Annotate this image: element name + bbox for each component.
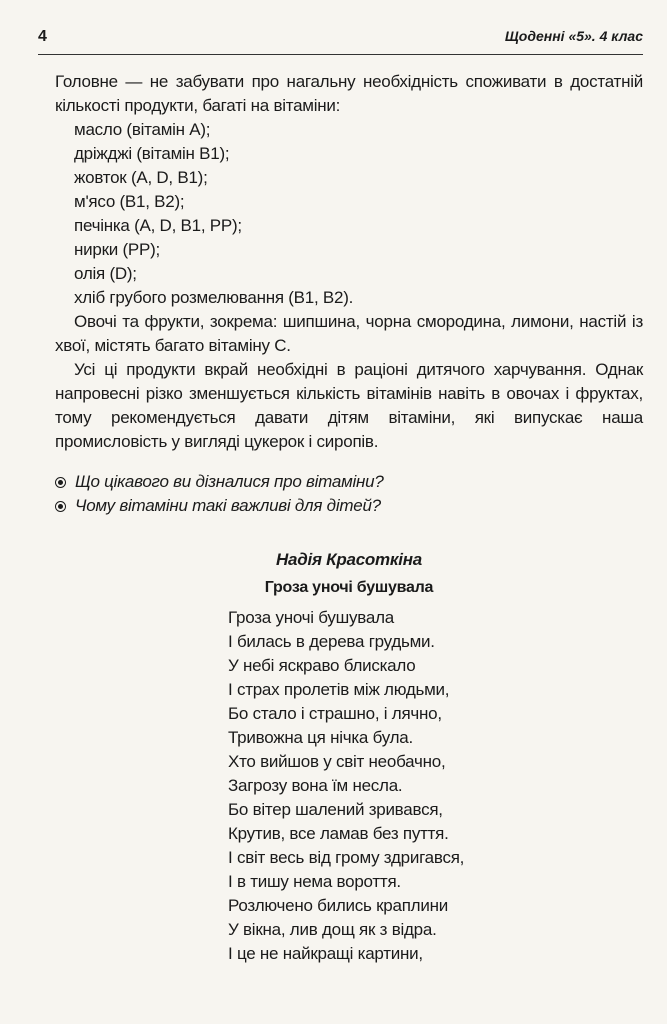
vitamin-products-list: [55, 118, 643, 310]
poem-author: Надія Красоткіна: [275, 550, 422, 569]
paragraph-nutrition: Усі ці продукти вкрай необхідні в раціоні дитячого харчування. Однак напровесні різко зменшується кількість вітамінів навіть в овочах і фруктах, тому рекомендується давати дітям вітаміни, які випускає наша промисловість у вигляді цукерок і сиропів.: [55, 360, 643, 451]
list-item: печінка (А, D, В1, РР);: [74, 216, 242, 235]
question-text: Що цікавого ви дізналися про вітаміни?: [75, 472, 384, 491]
poem-line: Бо стало і страшно, і лячно,: [228, 704, 442, 723]
poem-line: Бо вітер шалений зривався,: [228, 800, 443, 819]
page-number: 4: [38, 28, 47, 45]
poem-title: Гроза уночі бушувала: [264, 579, 434, 596]
poem-line: Крутив, все ламав без пуття.: [228, 824, 449, 843]
running-head: Щоденні «5». 4 клас: [504, 28, 643, 44]
page-body: [55, 70, 643, 966]
poem-line: І страх пролетів між людьми,: [228, 680, 450, 699]
question-text: Чому вітаміни такі важливі для дітей?: [75, 496, 381, 515]
poem-line: Розлючено бились краплини: [228, 896, 448, 915]
list-item: дріжджі (вітамін В1);: [74, 144, 230, 163]
poem-line: Хто вийшов у світ необачно,: [228, 752, 446, 771]
poem-line: І билась в дерева грудьми.: [228, 632, 435, 651]
poem-line: У небі яскраво блискало: [228, 656, 416, 675]
poem-lines: [55, 606, 643, 966]
header-rule: [38, 54, 643, 55]
paragraph-fruits: Овочі та фрукти, зокрема: шипшина, чорна смородина, лимони, настій із хвої, містять багато вітаміну С.: [55, 312, 643, 355]
question-bullet-icon: [55, 477, 66, 488]
poem-line: Тривожна ця нічка була.: [228, 728, 413, 747]
poem-line: І це не найкращі картини,: [228, 944, 423, 963]
poem-line: І в тишу нема вороття.: [228, 872, 401, 891]
intro-paragraph: Головне — не забувати про нагальну необхідність споживати в достатній кількості продукти, багаті на вітаміни:: [55, 72, 643, 115]
list-item: жовток (А, D, В1);: [74, 168, 208, 187]
list-item: хліб грубого розмелювання (В1, В2).: [74, 288, 354, 307]
question-bullet-icon: [55, 501, 66, 512]
list-item: масло (вітамін А);: [74, 120, 211, 139]
poem-line: І світ весь від грому здригався,: [228, 848, 465, 867]
questions-block: [55, 470, 643, 518]
poem-line: У вікна, лив дощ як з відра.: [228, 920, 437, 939]
poem-line: Загрозу вона їм несла.: [228, 776, 403, 795]
list-item: м'ясо (В1, В2);: [74, 192, 185, 211]
poem-block: [55, 548, 643, 966]
question-item: [55, 494, 643, 518]
list-item: нирки (РР);: [74, 240, 160, 259]
page-header: [38, 26, 643, 50]
question-item: [55, 470, 643, 494]
poem-line: Гроза уночі бушувала: [228, 608, 394, 627]
list-item: олія (D);: [74, 264, 137, 283]
